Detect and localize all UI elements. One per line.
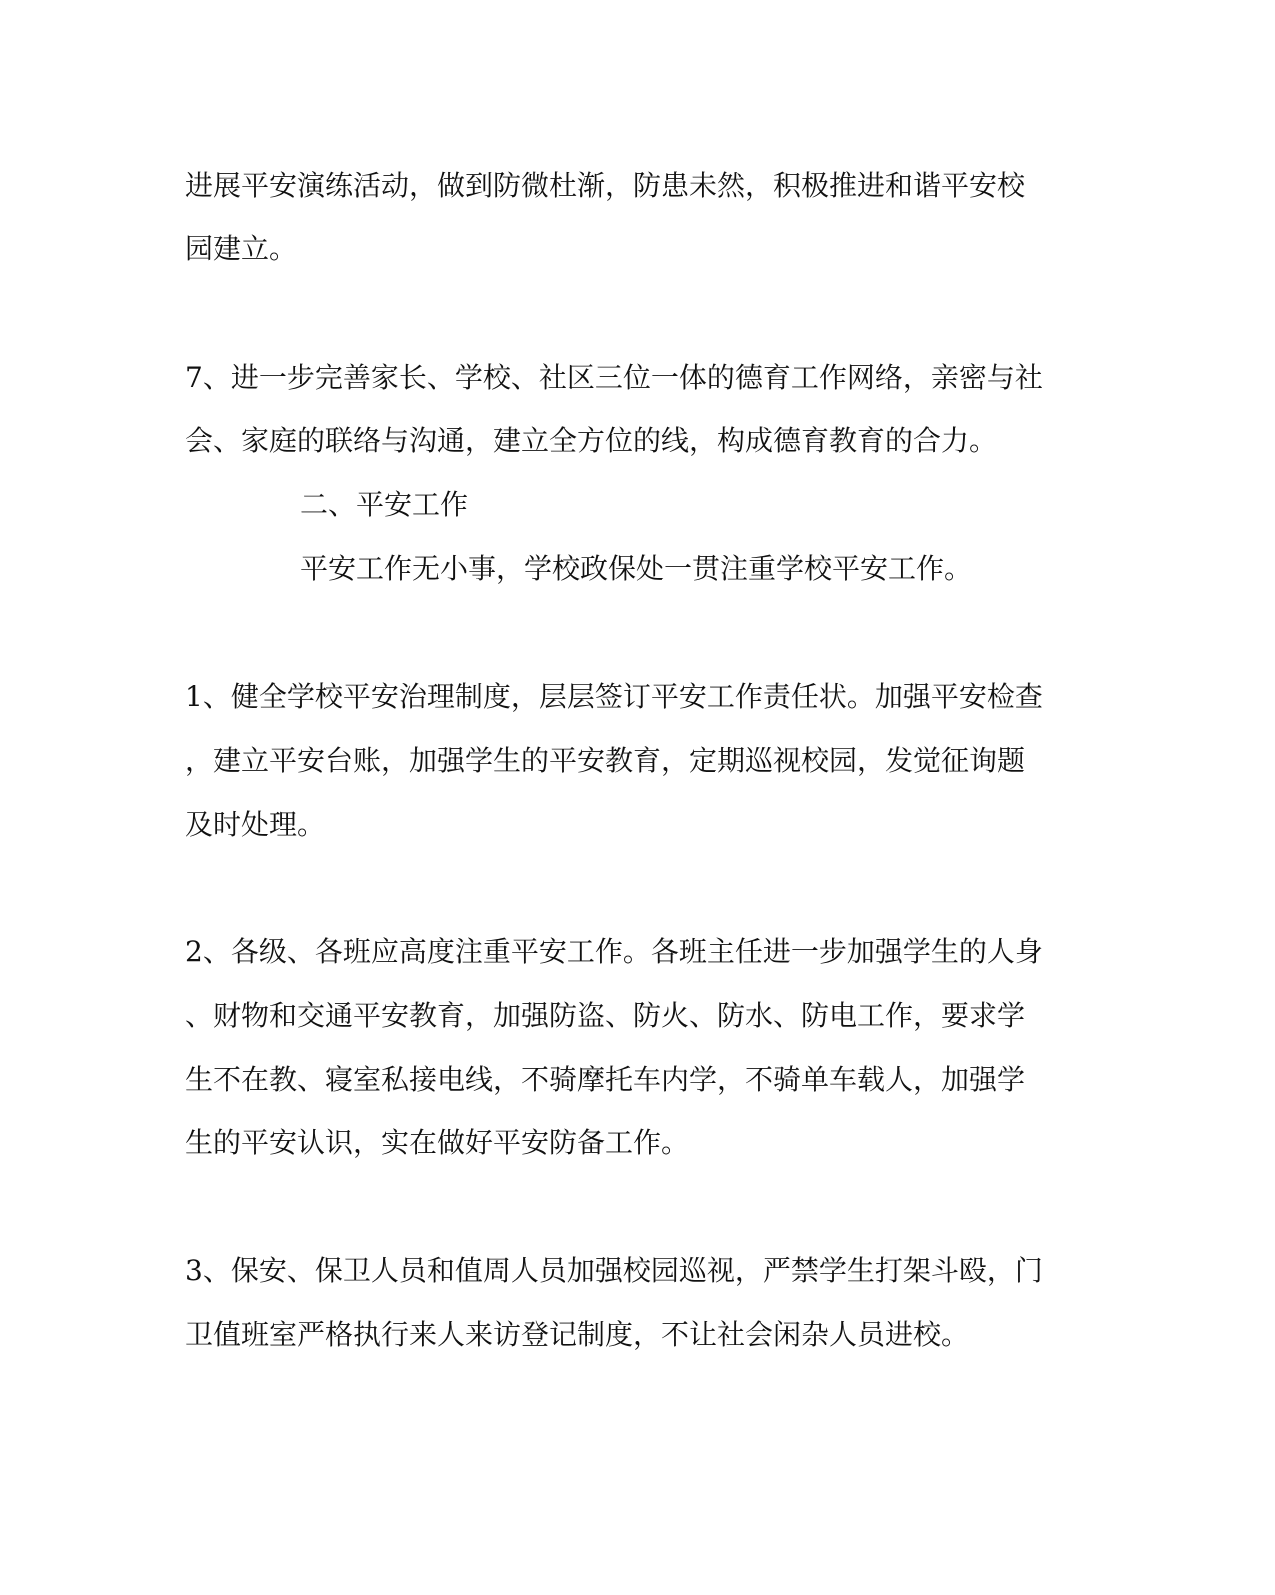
paragraph-line: 进展平安演练活动，做到防微杜渐，防患未然，积极推进和谐平安校 (185, 169, 1026, 202)
list-item-1-line: 1、健全学校平安治理制度，层层签订平安工作责任状。加强平安检查 (185, 680, 1043, 713)
list-item-2-line: 、财物和交通平安教育，加强防盗、防火、防水、防电工作，要求学 (185, 999, 1026, 1032)
list-item-2-line: 生不在教、寝室私接电线，不骑摩托车内学，不骑单车载人，加强学 (185, 1063, 1026, 1096)
list-item-2-line: 2、各级、各班应高度注重平安工作。各班主任进一步加强学生的人身 (185, 935, 1043, 968)
list-item-1-line: 及时处理。 (185, 808, 326, 841)
list-item-7-line: 会、家庭的联络与沟通，建立全方位的线，构成德育教育的合力。 (185, 424, 998, 457)
section-heading: 二、平安工作 (300, 488, 469, 521)
list-item-7-line: 7、进一步完善家长、学校、社区三位一体的德育工作网络，亲密与社 (185, 361, 1043, 394)
list-item-3-line: 卫值班室严格执行来人来访登记制度，不让社会闲杂人员进校。 (185, 1318, 970, 1351)
paragraph-line: 园建立。 (185, 232, 298, 265)
section-intro: 平安工作无小事，学校政保处一贯注重学校平安工作。 (300, 552, 973, 585)
list-item-3-line: 3、保安、保卫人员和值周人员加强校园巡视，严禁学生打架斗殴，门 (185, 1254, 1043, 1287)
list-item-1-line: ，建立平安台账，加强学生的平安教育，定期巡视校园，发觉征询题 (185, 744, 1026, 777)
list-item-2-line: 生的平安认识，实在做好平安防备工作。 (185, 1126, 690, 1159)
